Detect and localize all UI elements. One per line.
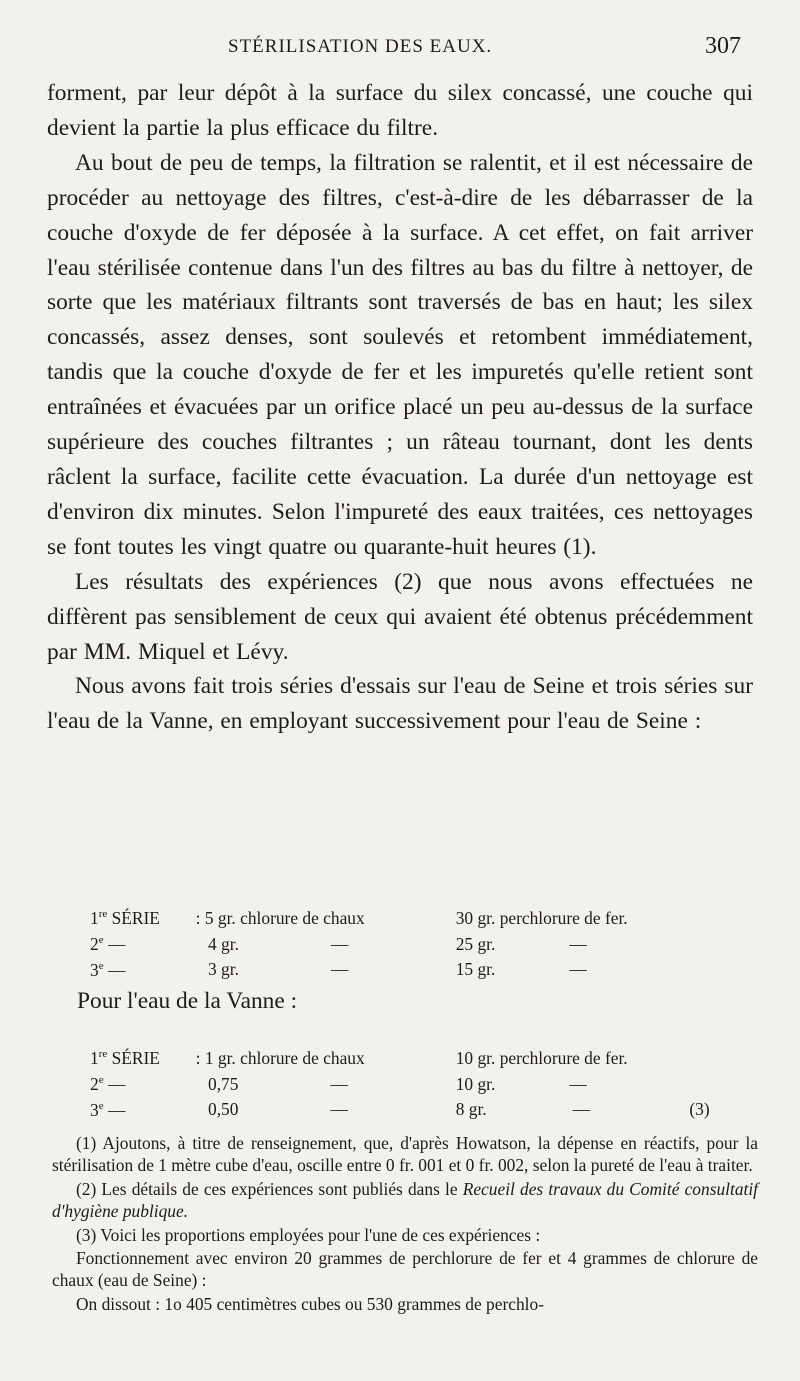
vanne-heading: Pour l'eau de la Vanne : [77, 988, 298, 1014]
perchlorure-cell: 8 gr. — [455, 1099, 591, 1120]
serie-cell: 2e — [90, 933, 126, 954]
note-cell [689, 1069, 730, 1095]
perchlorure-cell: 10 gr. perchlorure de fer. [455, 1047, 628, 1068]
table-row [90, 1043, 730, 1069]
table-row [90, 1095, 730, 1121]
footnote-2: (2) Les détails de ces expériences sont publiés dans le Recueil des travaux du Comité consultatif d'hygiène publique. [52, 1178, 759, 1222]
footnote-3-continued: Fonctionnement avec environ 20 grammes de perchlorure de fer et 4 grammes de chlorure de chaux (eau de Seine) : [52, 1248, 758, 1291]
chlorure-cell: : 1 gr. chlorure de chaux [195, 1047, 365, 1068]
note-cell [689, 955, 730, 981]
footnotes [52, 1132, 758, 1316]
publication-title: Recueil des travaux du Comité consultatif d'hygiène publique. [52, 1178, 759, 1222]
perchlorure-cell: 15 gr. — [455, 959, 587, 980]
paragraph-continuation: forment, par leur dépôt à la surface du silex concassé, une couche qui devient la partie la plus efficace du filtre. [47, 80, 753, 141]
serie-cell: 1re SÉRIE [90, 907, 160, 928]
running-head: STÉRILISATION DES EAUX. [228, 36, 493, 57]
perchlorure-cell: 30 gr. perchlorure de fer. [455, 907, 628, 928]
note-cell [689, 929, 730, 955]
table-row [90, 929, 730, 955]
paragraph-results: Les résultats des expériences (2) que nous avons effectuées ne diffèrent pas sensiblement de ceux qui avaient été obtenus précédemment par MM. Miquel et Lévy. [47, 568, 753, 665]
page-number: 307 [705, 33, 741, 59]
serie-cell: 1re SÉRIE [90, 1047, 160, 1068]
chlorure-cell: : 5 gr. chlorure de chaux [195, 907, 365, 928]
chlorure-cell: 0,75 — [208, 1073, 348, 1094]
note-cell [689, 903, 730, 929]
perchlorure-cell: 10 gr. — [455, 1073, 587, 1094]
chlorure-cell: 3 gr. — [208, 959, 349, 980]
footnote-3-procedure: On dissout : 1o 405 centimètres cubes ou 530 grammes de perchlo- [76, 1293, 544, 1314]
table-row [90, 903, 730, 929]
footnote-1: (1) Ajoutons, à titre de renseignement, que, d'après Howatson, la dépense en réactifs, pour la stérilisation de 1 mètre cube d'eau, oscille entre 0 fr. 001 et 0 fr. 002, selon la pureté de l'eau à traiter. [52, 1133, 758, 1176]
serie-cell: 3e — [90, 1099, 126, 1120]
paragraph-series-intro: Nous avons fait trois séries d'essais sur l'eau de Seine et trois séries sur l'eau de la Vanne, en employant successivement pour l'eau de Seine : [47, 673, 753, 735]
serie-cell: 2e — [90, 1073, 126, 1094]
vanne-series-table [90, 1043, 730, 1120]
note-cell [689, 1043, 730, 1069]
body-text [47, 76, 753, 739]
chlorure-cell: 0,50 — [208, 1099, 348, 1120]
table-row [90, 1069, 730, 1095]
table-row [90, 955, 730, 981]
paragraph-filter-cleaning: Au bout de peu de temps, la filtration se ralentit, et il est nécessaire de procéder au nettoyage des filtres, c'est-à-dire de les débarrasser de la couche d'oxyde de fer déposée à la surface. A cet effet, on fait arriver l'eau stérilisée contenue dans l'un des filtres au bas du filtre à nettoyer, de sorte que les matériaux filtrants sont traversés de bas en haut; les silex concassés, assez denses, sont soulevés et retombent immédiatement, tandis que la couche d'oxyde de fer et les impuretés qu'elle retient sont entraînées et évacuées par un orifice placé un peu au-dessus de la surface supérieure des couches filtrantes ; un râteau tournant, dont les dents râclent la surface, facilite cette évacuation. La durée d'un nettoyage est d'environ dix minutes. Selon l'impureté des eaux traitées, ces nettoyages se font toutes les vingt quatre ou quarante-huit heures (1). [47, 149, 753, 560]
serie-cell: 3e — [90, 959, 126, 980]
footnote-ref-3: (3) [689, 1099, 710, 1120]
perchlorure-cell: 25 gr. — [455, 933, 587, 954]
footnote-3: (3) Voici les proportions employées pour l'une de ces expériences : [76, 1224, 541, 1245]
chlorure-cell: 4 gr. — [208, 933, 349, 954]
seine-series-table [90, 903, 730, 980]
